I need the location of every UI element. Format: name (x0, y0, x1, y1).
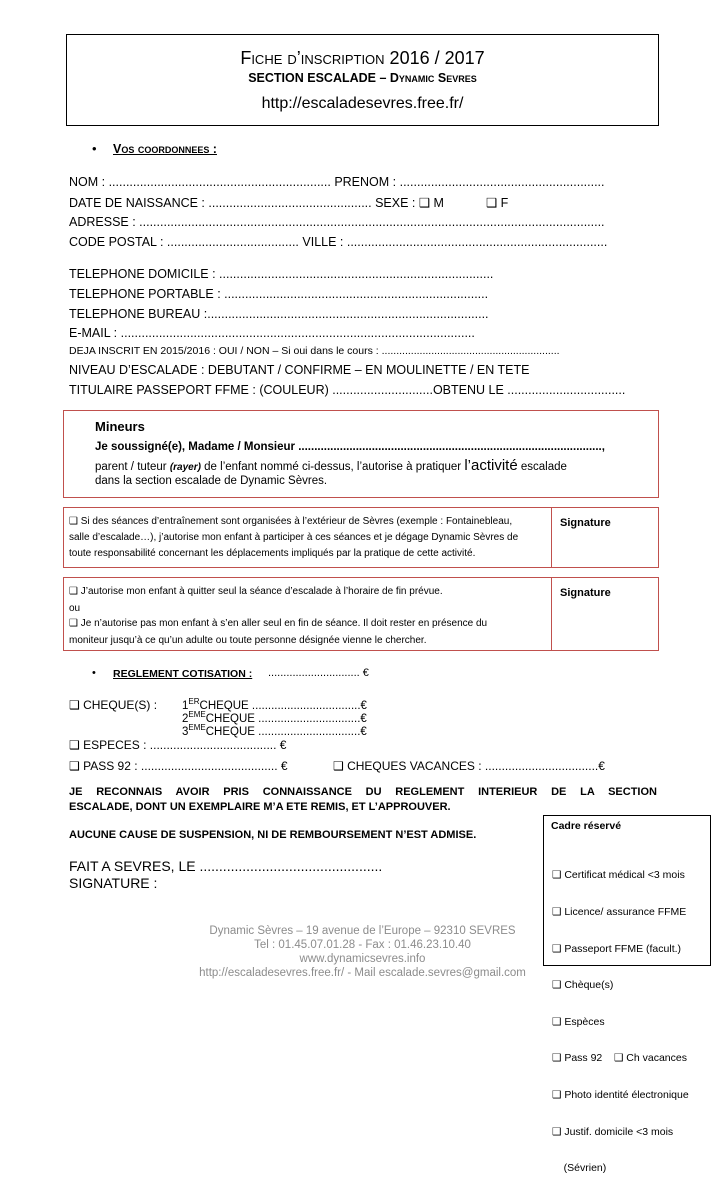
sorties-text-3: toute responsabilité concernant les déplacements impliqués par la pratique de cette activité. (69, 548, 476, 559)
divider (551, 578, 552, 650)
cadre-items (552, 845, 689, 1199)
code-postal-field[interactable]: CODE POSTAL : ...................................... VILLE : ........................................................................... (69, 235, 608, 249)
mineurs-section: dans la section escalade de Dynamic Sèvres. (95, 475, 328, 487)
cadre-item[interactable]: ❑ Espèces (552, 1015, 605, 1028)
sortie-seul-box (63, 577, 659, 651)
signature-label: Signature (560, 517, 611, 529)
autorise-seul-checkbox[interactable]: ❑ J’autorise mon enfant à quitter seul la séance d’escalade à l’horaire de fin prévue. (69, 586, 443, 597)
rayer-text: (rayer) (169, 462, 201, 473)
tel-domicile-field[interactable]: TELEPHONE DOMICILE : ............................................................................... (69, 267, 494, 281)
divider (551, 508, 552, 567)
signature-field[interactable]: SIGNATURE : (69, 875, 158, 891)
n-autorise-pas-checkbox[interactable]: ❑ Je n’autorise pas mon enfant à s’en aller seul en fin de séance. Il doit rester en présence du (69, 618, 488, 629)
email-field[interactable]: E-MAIL : ...................................................................................................... (69, 326, 475, 340)
cadre-item: (Sévrien) (552, 1162, 607, 1175)
bullet-icon: • (92, 141, 97, 156)
cheques-checkbox[interactable]: ❑ CHEQUE(S) : (69, 698, 158, 712)
sorties-box (63, 507, 659, 568)
tel-portable-field[interactable]: TELEPHONE PORTABLE : ............................................................................ (69, 287, 489, 301)
cadre-item[interactable]: ❑ Certificat médical <3 mois (552, 869, 685, 882)
form-subtitle: SECTION ESCALADE – Dynamic Sevres (248, 71, 477, 85)
form-title: Fiche d’inscription 2016 / 2017 (240, 48, 485, 68)
activite-text: l’activité (464, 457, 518, 474)
naissance-field[interactable]: DATE DE NAISSANCE : ............................................... SEXE : ❑ M (69, 196, 444, 210)
adresse-field[interactable]: ADRESSE : ...................................................................................................................................... (69, 215, 605, 229)
suspension-statement: AUCUNE CAUSE DE SUSPENSION, NI DE REMBOURSEMENT N’EST ADMISE. (69, 829, 477, 841)
mineurs-soussigne[interactable]: Je soussigné(e), Madame / Monsieur ..............................................................................................., (95, 441, 605, 453)
bullet-icon: • (92, 667, 96, 679)
moniteur-text: moniteur jusqu’à ce qu’un adulte ou toute personne désignée vienne le chercher. (69, 635, 427, 646)
footer-address: Dynamic Sèvres – 19 avenue de l’Europe – 92310 SEVRES (209, 925, 516, 937)
reglement-heading: REGLEMENT COTISATION : (113, 668, 253, 680)
cheques-vacances-checkbox[interactable]: ❑ CHEQUES VACANCES : ..................................€ (333, 759, 605, 773)
deja-inscrit-field[interactable]: DEJA INSCRIT EN 2015/2016 : OUI / NON – Si oui dans le cours : ............................................................. (69, 345, 560, 357)
nom-field[interactable]: NOM : ................................................................ PRENOM : ........................................................... (69, 175, 605, 189)
autorise-text: de l’enfant nommé ci-dessus, l’autorise à pratiquer (204, 461, 462, 473)
sexe-f-checkbox[interactable]: ❑ F (486, 196, 509, 210)
footer-website[interactable]: www.dynamicsevres.info (299, 953, 426, 965)
website-url[interactable]: http://escaladesevres.free.fr/ (261, 95, 464, 112)
header-box (66, 34, 659, 126)
cadre-item[interactable]: ❑ Pass 92 ❑ Ch vacances (552, 1052, 687, 1065)
fait-a-sevres-field[interactable]: FAIT A SEVRES, LE ............................................... (69, 858, 383, 874)
pass92-checkbox[interactable]: ❑ PASS 92 : ......................................... € (69, 759, 288, 773)
parent-tuteur-text: parent / tuteur (95, 461, 167, 473)
mineurs-box (63, 410, 659, 498)
sorties-checkbox[interactable]: ❑ Si des séances d’entraînement sont organisées à l’extérieur de Sèvres (exemple : Fontainebleau, (69, 516, 513, 527)
cheque-2-field[interactable]: 2EMECHEQUE ................................€ (182, 710, 367, 725)
cadre-item[interactable]: ❑ Licence/ assurance FFME (552, 906, 687, 919)
cheque-1-field[interactable]: 1ERCHEQUE ..................................€ (182, 697, 367, 712)
footer-contact[interactable]: http://escaladesevres.free.fr/ - Mail escalade.sevres@gmail.com (199, 967, 526, 979)
cheque-3-field[interactable]: 3EMECHEQUE ................................€ (182, 723, 367, 738)
tel-bureau-field[interactable]: TELEPHONE BUREAU :................................................................................. (69, 307, 489, 321)
ou-text: ou (69, 603, 81, 614)
signature-label: Signature (560, 587, 611, 599)
cadre-title: Cadre réservé (551, 820, 622, 832)
niveau-field[interactable]: NIVEAU D’ESCALADE : DEBUTANT / CONFIRME – EN MOULINETTE / EN TETE (69, 363, 530, 377)
mineurs-title: Mineurs (95, 419, 145, 434)
coords-heading: Vos coordonnees : (113, 142, 217, 156)
footer-phone: Tel : 01.45.07.01.28 - Fax : 01.46.23.10.40 (254, 939, 471, 951)
cadre-item[interactable]: ❑ Photo identité électronique (552, 1089, 689, 1102)
reglement-interieur-statement: JE RECONNAIS AVOIR PRIS CONNAISSANCE DU REGLEMENT INTERIEUR DE LA SECTION ESCALADE, DONT UN EXEMPLAIRE M’A ETE REMIS, ET L’APPROUVER. (69, 786, 657, 813)
reglement-total-field[interactable]: .............................. € (268, 667, 369, 679)
cadre-item[interactable]: ❑ Chèque(s) (552, 979, 614, 992)
passeport-field[interactable]: TITULAIRE PASSEPORT FFME : (COULEUR) .............................OBTENU LE .................................. (69, 383, 626, 397)
mineurs-autorisation (95, 457, 567, 474)
escalade-text: escalade (520, 461, 567, 473)
sorties-text-2: salle d’escalade…), j’autorise mon enfant à participer à ces séances et je dégage Dynamic Sèvres de (69, 532, 519, 543)
footer (150, 924, 575, 980)
especes-checkbox[interactable]: ❑ ESPECES : ...................................... € (69, 738, 287, 752)
cadre-item[interactable]: ❑ Passeport FFME (facult.) (552, 942, 682, 955)
cadre-item[interactable]: ❑ Justif. domicile <3 mois (552, 1125, 674, 1138)
